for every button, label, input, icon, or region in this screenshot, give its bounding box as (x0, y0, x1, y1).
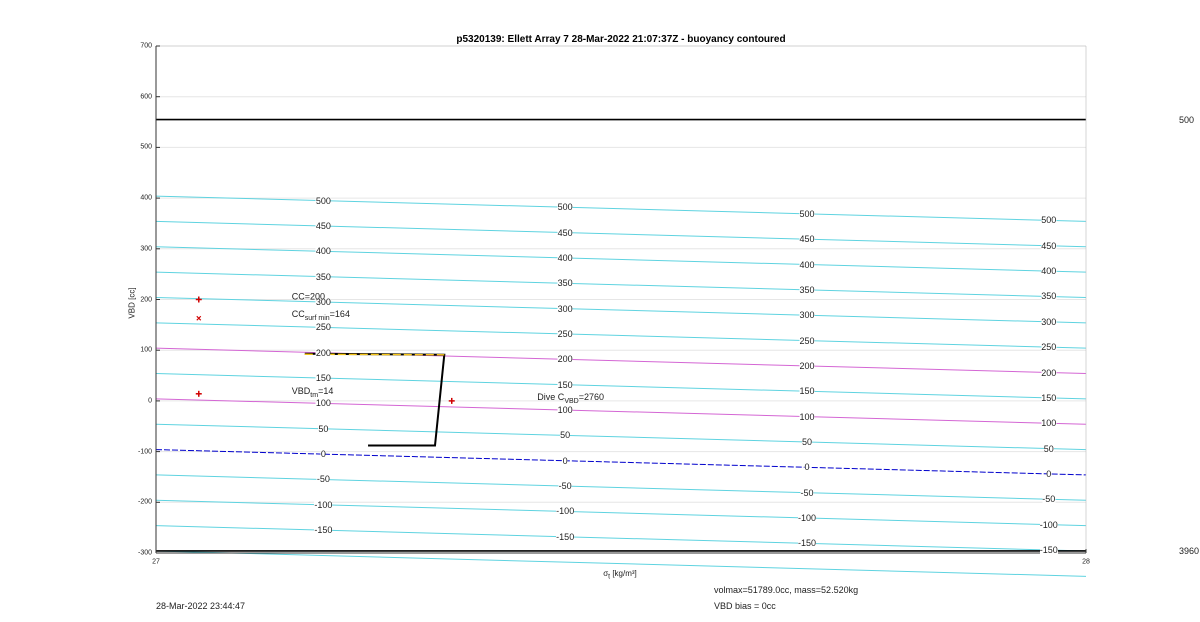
contour-label: 350 (557, 278, 573, 289)
timestamp: 28-Mar-2022 23:44:47 (156, 601, 246, 611)
y-tick-label: 300 (140, 245, 152, 253)
contour-line (156, 247, 1086, 272)
contour-label: 50 (1043, 443, 1054, 454)
contour-label: 250 (557, 328, 573, 339)
contour-line (156, 348, 1086, 373)
contour-label: 250 (799, 335, 815, 346)
contour-label: 300 (557, 303, 573, 314)
x-tick-label: 27 (152, 558, 160, 566)
vbd-bias-annotation: VBD bias = 0cc (714, 601, 776, 611)
contour-label: 350 (799, 284, 815, 295)
marker-plus (196, 297, 202, 303)
contour-label: -100 (314, 499, 333, 510)
contour-label: 300 (1041, 316, 1057, 327)
contour-label: 150 (315, 373, 331, 384)
contour-label: 450 (557, 227, 573, 238)
contour-label: 300 (315, 297, 331, 308)
contour-label: -100 (556, 506, 575, 517)
contour-label: 200 (557, 354, 573, 365)
marker-label-sub: tm (310, 391, 319, 399)
contour-label: -150 (1039, 544, 1058, 555)
marker-label-value: =200 (304, 291, 326, 302)
marker-label (537, 392, 604, 405)
contour-label: 500 (799, 208, 815, 219)
contour-line (156, 196, 1086, 221)
contour-label: -50 (800, 487, 814, 498)
y-tick-label: -300 (137, 549, 152, 557)
contour-label: 0 (320, 449, 326, 460)
contour-label: 350 (315, 271, 331, 282)
contour-label: 200 (799, 360, 815, 371)
contour-line (156, 500, 1086, 525)
marker-label-value: =14 (318, 385, 334, 396)
contour-label: 50 (560, 430, 571, 441)
marker-label-main: CC (291, 291, 305, 302)
contour-label: 450 (315, 220, 331, 231)
marker-label (292, 291, 325, 301)
contour-label: 50 (801, 436, 813, 447)
contour-line (156, 526, 1086, 551)
marker-label-sub: VBD (564, 398, 579, 406)
y-tick-label: -100 (137, 448, 152, 456)
contour-label: -50 (1042, 494, 1056, 505)
contour-label: 500 (1041, 215, 1057, 226)
y-tick-label: 400 (140, 194, 152, 202)
contour-label: 100 (315, 398, 331, 409)
contour-line (156, 399, 1086, 424)
contour-label: 400 (315, 246, 331, 257)
contour-label: 150 (799, 386, 815, 397)
contour-label: -150 (314, 525, 333, 536)
contour-label: 450 (799, 234, 815, 245)
y-axis-label: VBD [cc] (127, 287, 137, 319)
x-axis-label-sub: t (608, 573, 611, 581)
marker-label-main: CC (291, 308, 305, 319)
vbd-limit-label: 3960 (1179, 545, 1200, 556)
contour-label: -50 (316, 474, 330, 485)
contour-label: 300 (799, 310, 815, 321)
contour-label: 0 (562, 455, 568, 466)
contour-label: 200 (315, 347, 331, 358)
y-tick-label: 0 (148, 397, 152, 405)
marker-label (292, 309, 350, 322)
x-axis-label-unit: [kg/m³] (612, 569, 637, 578)
contour-line (156, 221, 1086, 246)
x-tick-label: 28 (1082, 558, 1090, 566)
contour-label: 200 (1041, 367, 1057, 378)
contour-label: 250 (315, 322, 331, 333)
contour-label: -100 (797, 513, 817, 524)
marker-label-main: VBD (291, 385, 311, 396)
x-axis-label (603, 569, 637, 581)
contour-label: 100 (557, 405, 573, 416)
contour-line (156, 424, 1086, 449)
marker-label-value: =2760 (578, 392, 604, 403)
contour-label: -150 (797, 538, 817, 549)
vbd-limit-label: 500 (1179, 114, 1195, 125)
y-tick-label: 600 (140, 93, 152, 101)
contour-label: 500 (557, 202, 573, 213)
contour-label: 400 (557, 252, 573, 263)
marker-plus (449, 398, 455, 404)
contour-label: 100 (799, 411, 815, 422)
y-tick-label: 200 (140, 296, 152, 303)
y-tick-label: -200 (137, 498, 152, 506)
contour-line (156, 475, 1086, 500)
contour-label: 150 (1041, 392, 1057, 403)
y-tick-label: 100 (140, 346, 152, 354)
marker-plus (196, 391, 202, 397)
marker-label-main: Dive C (537, 392, 565, 403)
marker-label-value: =164 (329, 308, 350, 319)
contour-line (156, 450, 1086, 475)
volmax-annotation: volmax=51789.0cc, mass=52.520kg (714, 585, 859, 595)
y-tick-label: 700 (140, 42, 152, 50)
marker-label-sub: surf min (304, 314, 330, 322)
x-axis-label-main: σ (603, 569, 609, 578)
contour-label: 250 (1041, 342, 1057, 353)
contour-line (156, 323, 1086, 348)
contour-label: -50 (558, 481, 572, 492)
chart-title: p5320139: Ellett Array 7 28-Mar-2022 21:07:37Z - buoyancy contoured (456, 34, 786, 45)
contour-label: -150 (556, 531, 575, 542)
contour-label: 150 (557, 379, 573, 390)
contour-label: 100 (1041, 418, 1057, 429)
contour-label: -100 (1039, 519, 1058, 530)
contour-label: 350 (1041, 291, 1057, 302)
contour-label: 50 (318, 423, 329, 434)
contour-label: 450 (1041, 240, 1057, 251)
contour-label: 0 (804, 462, 810, 473)
contour-label: 500 (315, 195, 331, 206)
marker-x (197, 316, 201, 320)
contour-label: 0 (1046, 468, 1052, 479)
y-tick-label: 500 (140, 143, 152, 151)
contour-label: 400 (799, 259, 815, 270)
contour-label: 400 (1041, 266, 1057, 277)
marker-label (292, 386, 334, 399)
